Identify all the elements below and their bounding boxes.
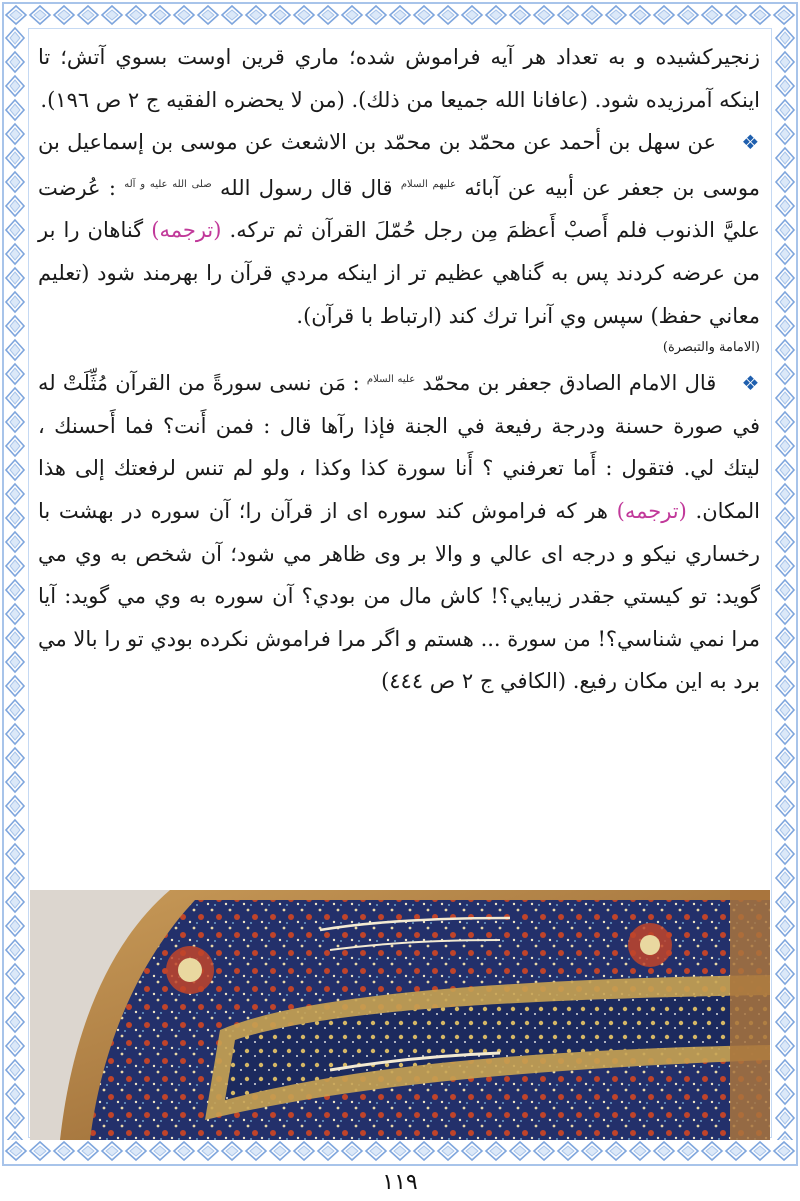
honorific-salawat: صلی الله علیه و آله bbox=[124, 178, 212, 190]
decorative-border-top bbox=[4, 4, 796, 26]
translation-label: (ترجمه) bbox=[151, 218, 222, 243]
hadith-arabic-part-b: قال قال رسول الله bbox=[220, 175, 393, 200]
illuminated-manuscript-photo bbox=[30, 890, 770, 1140]
decorative-border-right bbox=[774, 26, 796, 1140]
decorative-border-left bbox=[4, 26, 26, 1140]
paragraph-3 bbox=[38, 359, 760, 703]
diamond-bullet-icon: ❖ bbox=[741, 371, 760, 396]
hadith-arabic-part-b: : مَن نسى سورةً من القرآن مُثِّلَتْ له في صورة حسنة ودرجة رفيعة في الجنة فإذا رآها قال : فمن أَنت؟ فما أَحسنك ، ليتك لي. فتقول : أَما تعرفني ؟ أَنا سورة كذا وكذا ، ولو لم تنس لرفعتك إلى هذا المكان. bbox=[38, 371, 760, 523]
translation-label: (ترجمه) bbox=[616, 498, 687, 523]
hadith-arabic-part-a: عن سهل بن أحمد عن محمّد بن محمّد بن الاشعث عن موسى بن إسماعيل بن موسى بن جعفر عن أبيه عن آبائه bbox=[38, 130, 760, 200]
source-reference: (الكافي ج ٢ ص ٤٤٤) bbox=[381, 669, 567, 694]
paragraph-1: زنجيركشيده و به تعداد هر آيه فراموش شده؛ ماري قرين اوست بسوي آتش؛ تا اينكه آمرزيده شود. (عافانا الله جميعا من ذلك). (من لا يحضره الفقيه ج ٢ ص ١٩٦). bbox=[38, 45, 760, 112]
paragraph-2 bbox=[38, 121, 760, 359]
hadith-arabic-part-c: : عُرضت عليَّ الذنوب فلم أَصبْ أَعظمَ مِن رجل حُمّلَ القرآن ثم تركه. bbox=[38, 175, 760, 243]
honorific-alayhim: علیهم السلام bbox=[400, 178, 457, 190]
diamond-bullet-icon: ❖ bbox=[741, 130, 760, 155]
page-number: ١١٩ bbox=[382, 1170, 418, 1195]
persian-translation: هر كه فراموش كند سوره اى از قرآن را؛ آن سوره در بهشت با رخساري نيكو و درجه اى عالي و والا بر وى ظاهر مي شود؛ آن شخص به وي مي گويد: تو كيستي جقدر زيبايي؟! كاش مال من بودي؟ آن سوره به وي مي گويد: آيا مرا نمي شناسي؟! من سورة ... هستم و اگر مرا فراموش نكرده بودي تو را بالا مي برد به اين مكان رفيع. bbox=[38, 498, 760, 694]
page-content bbox=[38, 36, 760, 703]
source-reference: (الامامة والتبصرة) bbox=[662, 340, 760, 356]
persian-translation: گناهان را بر من عرضه كردند پس به گناهي عظيم تر از اينكه مردي قرآن را بهرمند شود (تعليم معاني حفظ) سپس وي آنرا ترك كند (ارتباط با قرآن). bbox=[38, 218, 760, 328]
hadith-arabic-part-a: قال الامام الصادق جعفر بن محمّد bbox=[422, 371, 717, 396]
decorative-border-bottom bbox=[4, 1140, 796, 1162]
honorific-alayh: علیه السلام bbox=[366, 374, 416, 386]
